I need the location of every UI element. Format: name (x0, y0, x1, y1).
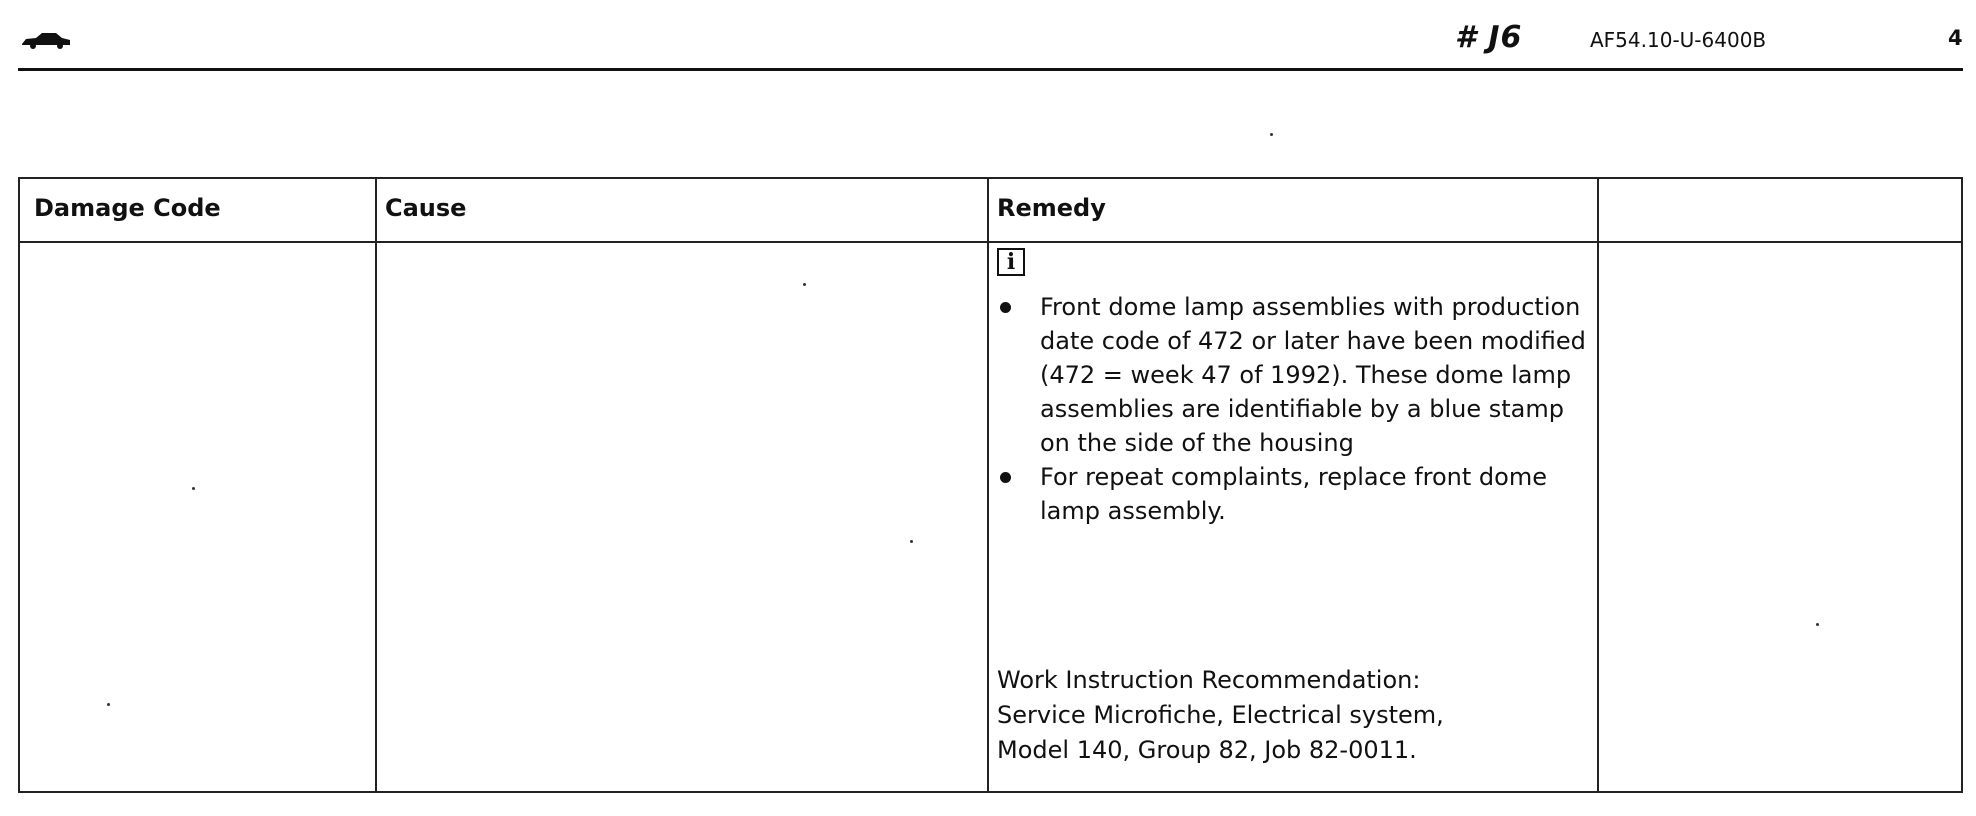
damage-table (18, 177, 1963, 793)
scan-speck (192, 487, 195, 490)
scan-speck (1816, 623, 1819, 626)
remedy-bullet-text: Front dome lamp assemblies with production date code of 472 or later have been modified (472 = week 47 of 1992). These dome lamp assemblies are identifiable by a blue stamp on the side of the housing (1040, 293, 1586, 457)
scan-speck (1270, 133, 1273, 136)
remedy-bullet-text: For repeat complaints, replace front dome lamp assembly. (1040, 463, 1547, 525)
info-icon: i (997, 248, 1025, 276)
scan-speck (107, 703, 110, 706)
column-divider (375, 179, 377, 791)
bullet-icon (1000, 302, 1011, 313)
document-code: AF54.10-U-6400B (1590, 28, 1767, 52)
document-number: # J6 (1455, 20, 1523, 55)
bullet-icon (1000, 472, 1011, 483)
column-header-cause: Cause (385, 194, 467, 222)
work-instruction (997, 663, 1587, 768)
page-number: 4 (1948, 26, 1963, 50)
car-icon (20, 30, 72, 50)
column-divider (1597, 179, 1599, 791)
header-row-divider (20, 241, 1961, 243)
column-divider (987, 179, 989, 791)
list-item (1000, 460, 1590, 528)
list-item (1000, 290, 1590, 460)
scan-speck (910, 540, 913, 543)
column-header-damage-code: Damage Code (34, 194, 221, 222)
remedy-bullet-list (1000, 290, 1590, 528)
work-instruction-line: Service Microfiche, Electrical system, (997, 701, 1444, 729)
work-instruction-line: Work Instruction Recommendation: (997, 666, 1421, 694)
header-rule (18, 68, 1963, 71)
column-header-remedy: Remedy (997, 194, 1106, 222)
scan-speck (803, 283, 806, 286)
work-instruction-line: Model 140, Group 82, Job 82-0011. (997, 736, 1417, 764)
